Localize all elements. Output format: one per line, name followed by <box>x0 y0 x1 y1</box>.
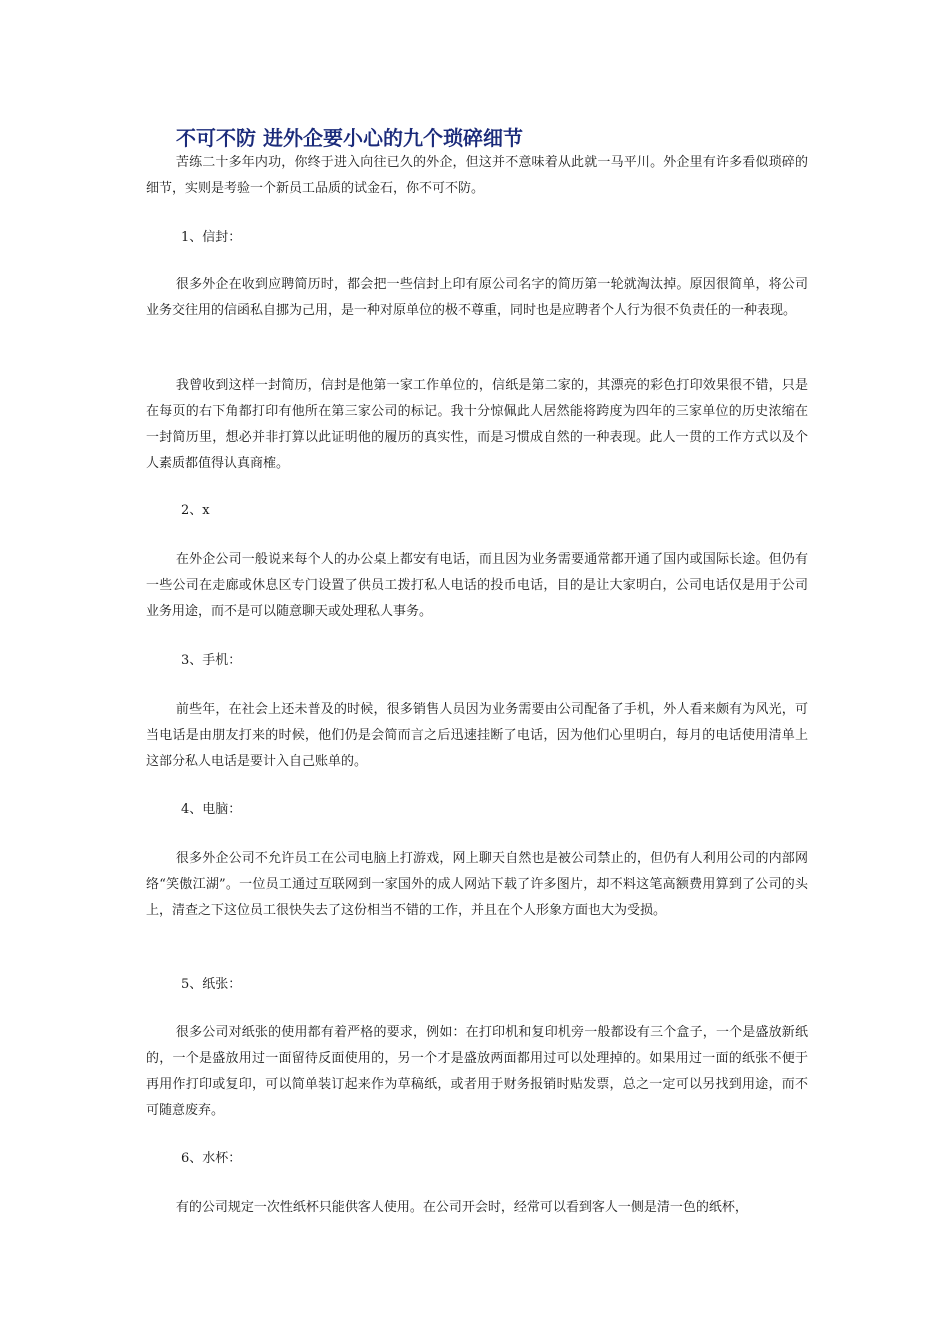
intro-paragraph: 苦练二十多年内功，你终于进入向往已久的外企，但这并不意味着从此就一马平川。外企里有许多看似琐碎的细节，实则是考验一个新员工品质的试金石，你不可不防。 <box>146 155 808 196</box>
section-2-paragraph-1: 在外企公司一般说来每个人的办公桌上都安有电话，而且因为业务需要通常都开通了国内或国际长途。但仍有一些公司在走廊或休息区专门设置了供员工拨打私人电话的投币电话，目的是让大家明白，公司电话仅是用于公司业务用途，而不是可以随意聊天或处理私人事务。 <box>146 552 808 619</box>
section-4-heading: 4、电脑： <box>181 802 242 817</box>
section-3-paragraph-1: 前些年，在社会上还未普及的时候，很多销售人员因为业务需要由公司配备了手机，外人看来颇有为风光，可当电话是由朋友打来的时候，他们仍是会简而言之后迅速挂断了电话，因为他们心里明白，每月的电话使用清单上这部分私人电话是要计入自己账单的。 <box>146 702 808 769</box>
section-6-paragraph-1: 有的公司规定一次性纸杯只能供客人使用。在公司开会时，经常可以看到客人一侧是清一色的纸杯， <box>175 1200 748 1215</box>
section-2-heading: 2、x <box>181 503 210 518</box>
section-3-heading: 3、手机： <box>181 653 242 668</box>
section-5-heading: 5、纸张： <box>181 977 242 992</box>
section-1-heading: 1、信封： <box>181 230 242 245</box>
section-1-paragraph-1: 很多外企在收到应聘简历时，都会把一些信封上印有原公司名字的简历第一轮就淘汰掉。原因很简单，将公司业务交往用的信函私自挪为己用，是一种对原单位的极不尊重，同时也是应聘者个人行为很不负责任的一种表现。 <box>146 277 808 318</box>
document-title: 不可不防 进外企要小心的九个琐碎细节 <box>176 126 523 150</box>
section-5-paragraph-1: 很多公司对纸张的使用都有着严格的要求，例如：在打印机和复印机旁一般都设有三个盒子，一个是盛放新纸的，一个是盛放用过一面留待反面使用的，另一个才是盛放两面都用过可以处理掉的。如果用过一面的纸张不便于再用作打印或复印，可以简单装订起来作为草稿纸，或者用于财务报销时贴发票，总之一定可以另找到用途，而不可随意废弃。 <box>146 1025 808 1118</box>
section-4-paragraph-1: 很多外企公司不允许员工在公司电脑上打游戏，网上聊天自然也是被公司禁止的，但仍有人利用公司的内部网络“笑傲江湖”。一位员工通过互联网到一家国外的成人网站下载了许多图片，却不料这笔高额费用算到了公司的头上，清查之下这位员工很快失去了这份相当不错的工作，并且在个人形象方面也大为受损。 <box>146 851 808 918</box>
section-1-paragraph-2: 我曾收到这样一封简历，信封是他第一家工作单位的，信纸是第二家的，其漂亮的彩色打印效果很不错，只是在每页的右下角都打印有他所在第三家公司的标记。我十分惊佩此人居然能将跨度为四年的三家单位的历史浓缩在一封简历里，想必并非打算以此证明他的履历的真实性，而是习惯成自然的一种表现。此人一贯的工作方式以及个人素质都值得认真商榷。 <box>146 378 808 471</box>
section-6-heading: 6、水杯： <box>181 1151 242 1166</box>
